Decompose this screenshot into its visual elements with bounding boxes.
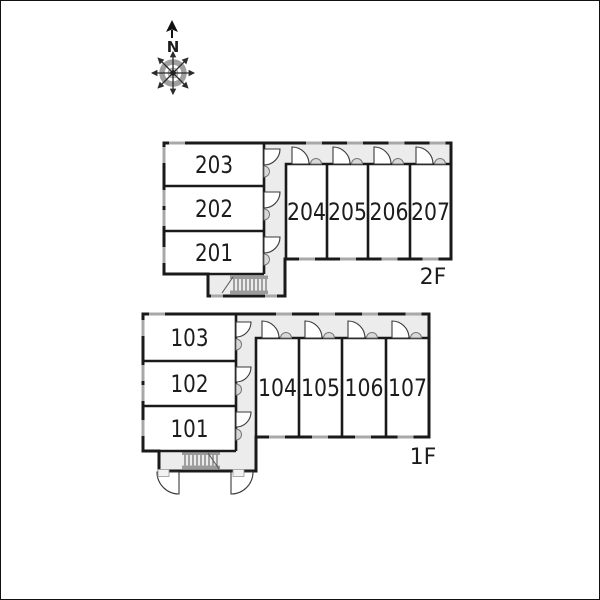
room-label-201: 201 <box>195 239 233 267</box>
compass-icon <box>152 20 194 94</box>
floor-plan-canvas <box>1 1 600 600</box>
room-label-107: 107 <box>388 374 427 402</box>
room-label-204: 204 <box>287 198 326 226</box>
room-label-106: 106 <box>344 374 384 402</box>
entrance-door-frame-right <box>233 470 244 477</box>
entrance-door-frame-left <box>158 470 169 477</box>
floor-plan-1f <box>142 313 437 495</box>
room-label-102: 102 <box>170 370 209 398</box>
room-label-105: 105 <box>301 374 340 402</box>
floor-plan-2f <box>163 142 452 298</box>
floor-label-2f: 2F <box>419 265 447 290</box>
room-label-103: 103 <box>170 324 209 352</box>
room-label-205: 205 <box>328 198 367 226</box>
room-label-207: 207 <box>411 198 450 226</box>
north-label: N <box>166 38 180 56</box>
room-label-206: 206 <box>369 198 409 226</box>
compass-rose-icon <box>152 52 194 94</box>
room-label-101: 101 <box>170 415 209 443</box>
room-label-104: 104 <box>258 374 297 402</box>
floor-label-1f: 1F <box>409 445 437 470</box>
room-label-203: 203 <box>195 151 233 179</box>
north-arrow-icon <box>166 20 178 38</box>
room-label-202: 202 <box>195 195 233 223</box>
